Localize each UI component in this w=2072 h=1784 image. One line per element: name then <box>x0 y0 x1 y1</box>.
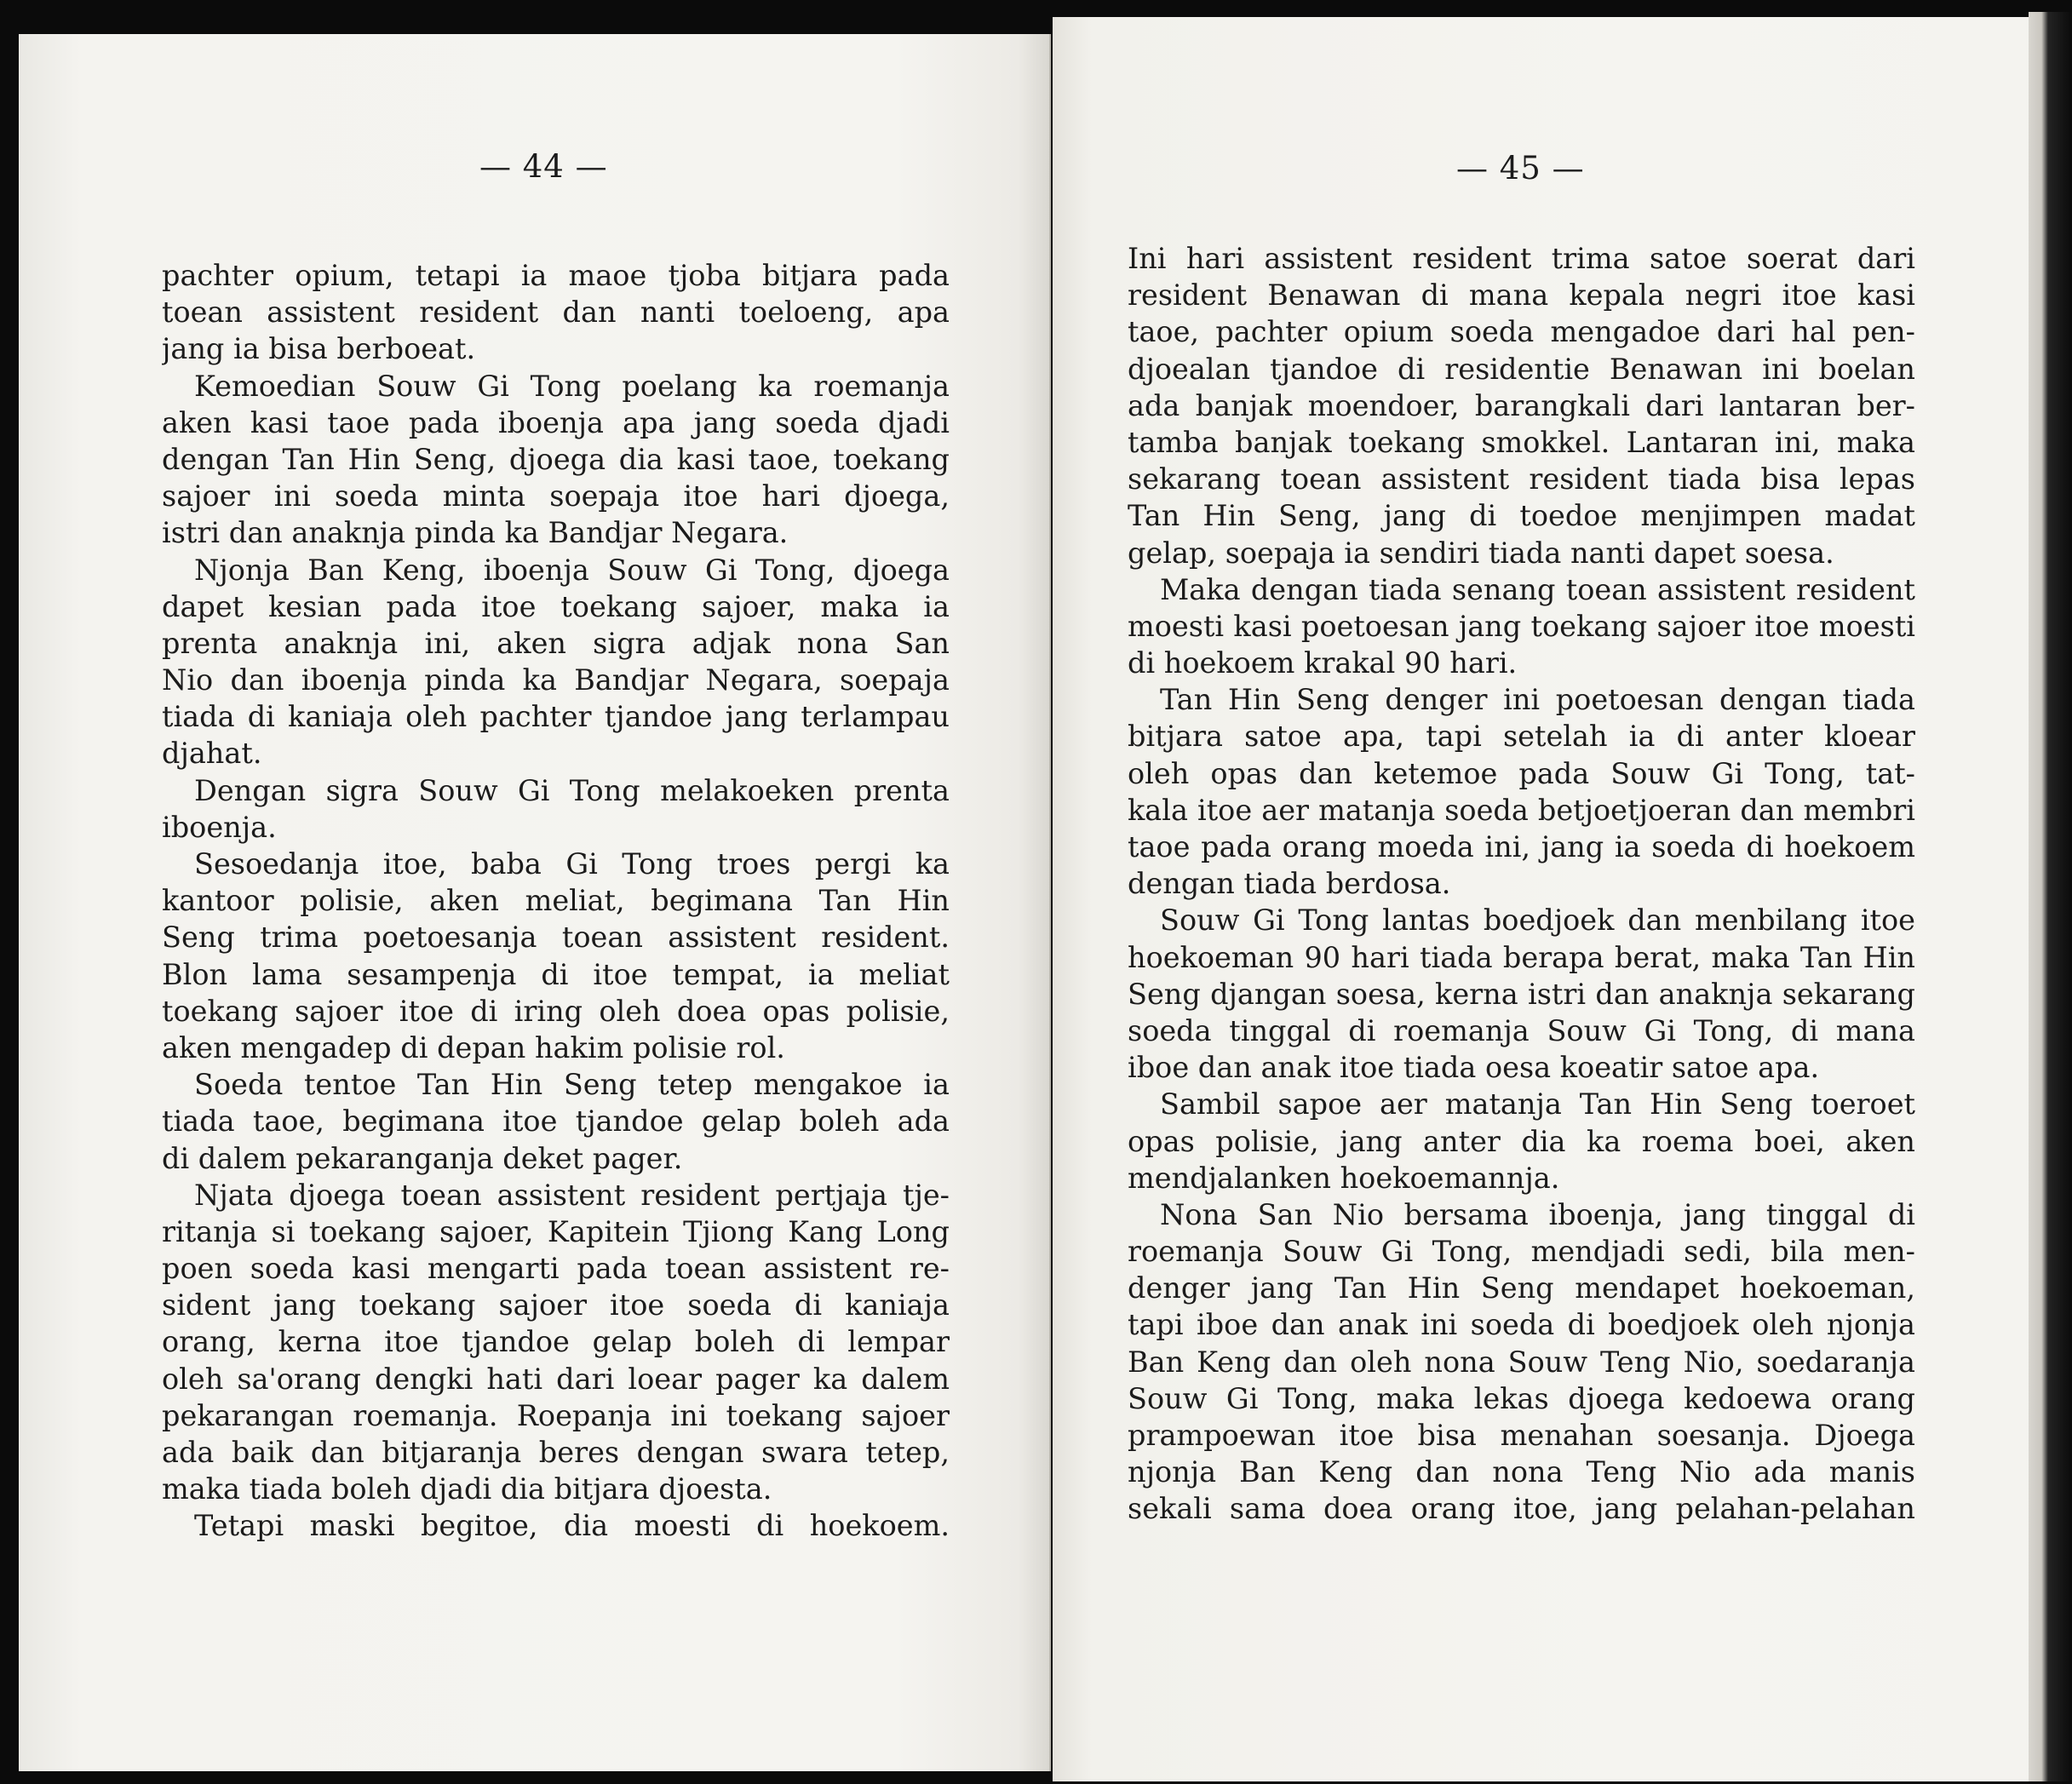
text-line: kantoor polisie, aken meliat, begimana Tan Hin <box>162 884 950 918</box>
text-line: aken kasi taoe pada iboenja apa jang soeda djadi <box>162 405 950 439</box>
text-line: Tetapi maski begitoe, dia moesti di hoekoem. <box>194 1509 950 1543</box>
text-line: sident jang toekang sajoer itoe soeda di kaniaja <box>162 1288 950 1322</box>
text-line: Sambil sapoe aer matanja Tan Hin Seng toeroet <box>1160 1087 1915 1121</box>
text-line: sekali sama doea orang itoe, jang pelahan-pelahan <box>1128 1492 1915 1526</box>
text-line: dapet kesian pada itoe toekang sajoer, maka ia <box>162 589 950 623</box>
text-line: Njata djoega toean assistent resident pertjaja tje- <box>194 1178 950 1212</box>
text-line: soeda tinggal di roemanja Souw Gi Tong, di mana <box>1128 1013 1915 1047</box>
text-line: mendjalanken hoekoemannja. <box>1128 1161 1560 1195</box>
text-line: Maka dengan tiada senang toean assistent resident <box>1160 572 1915 606</box>
text-line: tiada di kaniaja oleh pachter tjandoe jang terlampau <box>162 700 950 734</box>
text-line: Tan Hin Seng, jang di toedoe menjimpen madat <box>1128 499 1915 533</box>
text-line: sekarang toean assistent resident tiada bisa lepas <box>1128 462 1915 496</box>
text-line: iboenja. <box>162 810 277 844</box>
text-line: Seng djangan soesa, kerna istri dan anaknja sekarang <box>1128 977 1915 1011</box>
text-line: taoe, pachter opium soeda mengadoe dari hal pen- <box>1128 315 1915 349</box>
text-line: ada baik dan bitjaranja beres dengan swara tetep, <box>162 1436 950 1469</box>
text-line: Nona San Nio bersama iboenja, jang tinggal di <box>1160 1197 1915 1231</box>
text-line: taoe pada orang moeda ini, jang ia soeda di hoekoem <box>1128 830 1915 863</box>
text-line: Ini hari assistent resident trima satoe soerat dari <box>1128 242 1915 275</box>
text-line: dengan Tan Hin Seng, djoega dia kasi taoe, toekang <box>162 442 950 476</box>
right-page <box>1053 17 2029 1781</box>
text-line: di dalem pekaranganja deket pager. <box>162 1141 683 1175</box>
text-line: Soeda tentoe Tan Hin Seng tetep mengakoe ia <box>194 1068 950 1102</box>
text-line: njonja Ban Keng dan nona Teng Nio ada manis <box>1128 1455 1915 1489</box>
text-line: oleh opas dan ketemoe pada Souw Gi Tong, tat- <box>1128 756 1915 790</box>
text-line: di hoekoem krakal 90 hari. <box>1128 646 1518 680</box>
text-line: Kemoedian Souw Gi Tong poelang ka roemanja <box>194 369 950 403</box>
text-line: Sesoedanja itoe, baba Gi Tong troes pergi ka <box>194 847 950 881</box>
text-line: jang ia bisa berboeat. <box>162 332 476 366</box>
text-line: toekang sajoer itoe di iring oleh doea opas polisie, <box>162 994 950 1028</box>
text-line: roemanja Souw Gi Tong, mendjadi sedi, bila men- <box>1128 1235 1915 1269</box>
text-line: pachter opium, tetapi ia maoe tjoba bitjara pada <box>162 259 950 292</box>
text-line: ada banjak moendoer, barangkali dari lantaran ber- <box>1128 388 1915 422</box>
page-number: — 45 — <box>1456 150 1585 186</box>
text-line: djahat. <box>162 737 262 771</box>
page-edge <box>2029 12 2072 1781</box>
text-line: aken mengadep di depan hakim polisie rol. <box>162 1030 785 1064</box>
text-line: maka tiada boleh djadi dia bitjara djoesta. <box>162 1472 772 1506</box>
text-line: resident Benawan di mana kepala negri itoe kasi <box>1128 278 1915 313</box>
text-line: Souw Gi Tong, maka lekas djoega kedoewa orang <box>1128 1381 1915 1415</box>
text-line: gelap, soepaja ia sendiri tiada nanti dapet soesa. <box>1128 536 1834 570</box>
text-line: istri dan anaknja pinda ka Bandjar Negara. <box>162 516 789 550</box>
text-line: sajoer ini soeda minta soepaja itoe hari djoega, <box>162 479 950 513</box>
text-line: prenta anaknja ini, aken sigra adjak nona San <box>162 626 950 660</box>
page-number: — 44 — <box>479 148 608 185</box>
text-line: Souw Gi Tong lantas boedjoek dan menbilang itoe <box>1160 903 1915 938</box>
text-line: Seng trima poetoesanja toean assistent resident. <box>162 921 950 955</box>
left-page <box>19 34 1051 1771</box>
text-line: Tan Hin Seng denger ini poetoesan dengan tiada <box>1160 683 1915 717</box>
text-line: tapi iboe dan anak ini soeda di boedjoek oleh njonja <box>1128 1308 1915 1342</box>
text-line: poen soeda kasi mengarti pada toean assistent re- <box>162 1252 950 1286</box>
text-line: kala itoe aer matanja soeda betjoetjoeran dan membri <box>1128 793 1915 827</box>
text-line: dengan tiada berdosa. <box>1128 867 1451 901</box>
text-line: Dengan sigra Souw Gi Tong melakoeken prenta <box>194 773 950 807</box>
text-line: prampoewan itoe bisa menahan soesanja. Djoega <box>1128 1419 1915 1452</box>
text-line: iboe dan anak itoe tiada oesa koeatir satoe apa. <box>1128 1051 1820 1085</box>
text-line: Ban Keng dan oleh nona Souw Teng Nio, soedaranja <box>1128 1345 1915 1379</box>
text-line: opas polisie, jang anter dia ka roema boei, aken <box>1128 1124 1915 1158</box>
right-page-text <box>1128 240 1915 1528</box>
text-line: Blon lama sesampenja di itoe tempat, ia meliat <box>162 957 950 991</box>
left-page-text <box>162 257 950 1545</box>
text-line: pekarangan roemanja. Roepanja ini toekang sajoer <box>162 1398 950 1432</box>
text-line: toean assistent resident dan nanti toeloeng, apa <box>162 295 950 330</box>
text-line: Nio dan iboenja pinda ka Bandjar Negara, soepaja <box>162 663 950 697</box>
text-line: denger jang Tan Hin Seng mendapet hoekoeman, <box>1128 1271 1915 1305</box>
text-line: djoealan tjandoe di residentie Benawan ini boelan <box>1128 352 1915 386</box>
text-line: bitjara satoe apa, tapi setelah ia di anter kloear <box>1128 720 1915 754</box>
text-line: moesti kasi poetoesan jang toekang sajoer itoe moesti <box>1128 609 1915 643</box>
text-line: tamba banjak toekang smokkel. Lantaran ini, maka <box>1128 425 1915 459</box>
text-line: Njonja Ban Keng, iboenja Souw Gi Tong, djoega <box>194 553 950 587</box>
text-line: tiada taoe, begimana itoe tjandoe gelap boleh ada <box>162 1104 950 1139</box>
text-line: oleh sa'orang dengki hati dari loear pager ka dalem <box>162 1362 950 1396</box>
text-line: ritanja si toekang sajoer, Kapitein Tjiong Kang Long <box>162 1214 950 1248</box>
text-line: hoekoeman 90 hari tiada berapa berat, maka Tan Hin <box>1128 940 1915 974</box>
text-line: orang, kerna itoe tjandoe gelap boleh di lempar <box>162 1325 950 1359</box>
